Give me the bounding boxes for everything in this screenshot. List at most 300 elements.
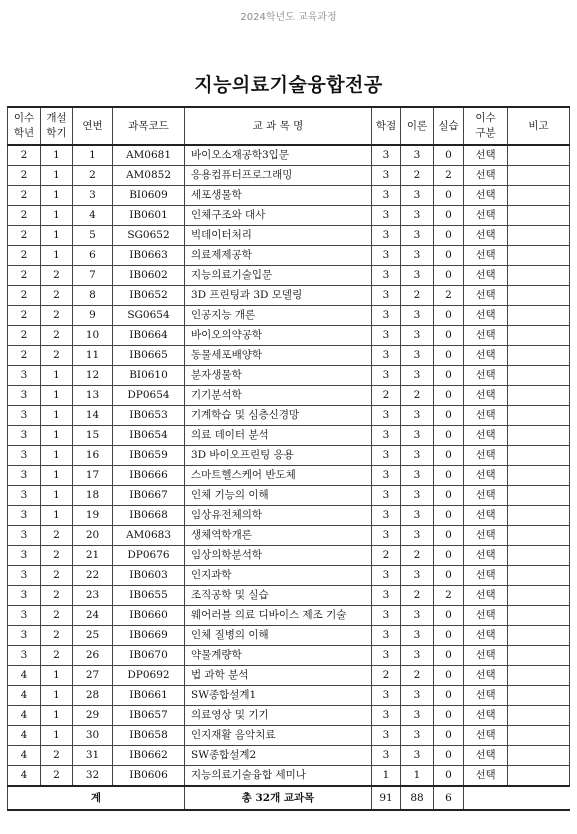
cell-theory: 1	[401, 766, 434, 787]
cell-year: 3	[8, 506, 41, 526]
cell-semester: 2	[41, 526, 73, 546]
cell-code: IB0667	[113, 486, 185, 506]
table-row	[8, 426, 570, 446]
cell-year: 2	[8, 326, 41, 346]
cell-credit: 1	[372, 766, 401, 787]
cell-practice: 0	[434, 145, 464, 166]
cell-semester: 1	[41, 226, 73, 246]
cell-practice: 0	[434, 626, 464, 646]
cell-no: 29	[73, 706, 113, 726]
cell-type: 선택	[464, 646, 508, 666]
cell-no: 14	[73, 406, 113, 426]
table-row	[8, 446, 570, 466]
cell-practice: 0	[434, 266, 464, 286]
cell-no: 12	[73, 366, 113, 386]
cell-credit: 3	[372, 266, 401, 286]
footer-label: 계	[8, 786, 185, 810]
cell-course-name: 임상유전체의학	[185, 506, 372, 526]
cell-no: 31	[73, 746, 113, 766]
cell-code: IB0663	[113, 246, 185, 266]
cell-note	[508, 566, 570, 586]
cell-note	[508, 406, 570, 426]
cell-course-name: 바이오의약공학	[185, 326, 372, 346]
cell-semester: 2	[41, 606, 73, 626]
cell-code: BI0609	[113, 186, 185, 206]
cell-course-name: 조직공학 및 실습	[185, 586, 372, 606]
cell-note	[508, 226, 570, 246]
table-row	[8, 506, 570, 526]
cell-semester: 1	[41, 386, 73, 406]
cell-year: 4	[8, 686, 41, 706]
cell-practice: 0	[434, 206, 464, 226]
table-row	[8, 726, 570, 746]
footer-type-blank	[464, 786, 508, 810]
cell-type: 선택	[464, 586, 508, 606]
cell-code: IB0602	[113, 266, 185, 286]
cell-type: 선택	[464, 226, 508, 246]
cell-no: 4	[73, 206, 113, 226]
cell-note	[508, 166, 570, 186]
table-row	[8, 706, 570, 726]
cell-type: 선택	[464, 426, 508, 446]
cell-practice: 0	[434, 746, 464, 766]
cell-credit: 2	[372, 546, 401, 566]
col-header-no: 연번	[73, 107, 113, 145]
cell-semester: 1	[41, 486, 73, 506]
cell-course-name: SW종합설계1	[185, 686, 372, 706]
cell-no: 32	[73, 766, 113, 787]
cell-practice: 0	[434, 506, 464, 526]
cell-practice: 0	[434, 386, 464, 406]
cell-year: 3	[8, 566, 41, 586]
table-row	[8, 766, 570, 787]
cell-type: 선택	[464, 266, 508, 286]
cell-practice: 0	[434, 306, 464, 326]
cell-practice: 0	[434, 706, 464, 726]
cell-year: 3	[8, 526, 41, 546]
table-row	[8, 286, 570, 306]
cell-theory: 2	[401, 586, 434, 606]
cell-theory: 3	[401, 606, 434, 626]
cell-credit: 3	[372, 306, 401, 326]
cell-code: IB0658	[113, 726, 185, 746]
cell-note	[508, 726, 570, 746]
cell-code: AM0852	[113, 166, 185, 186]
table-row	[8, 346, 570, 366]
cell-credit: 3	[372, 506, 401, 526]
cell-practice: 0	[434, 566, 464, 586]
cell-year: 3	[8, 406, 41, 426]
cell-code: DP0676	[113, 546, 185, 566]
cell-note	[508, 466, 570, 486]
cell-year: 4	[8, 766, 41, 787]
cell-credit: 3	[372, 166, 401, 186]
cell-no: 21	[73, 546, 113, 566]
cell-course-name: 빅데이터처리	[185, 226, 372, 246]
cell-type: 선택	[464, 166, 508, 186]
cell-credit: 3	[372, 206, 401, 226]
table-row	[8, 586, 570, 606]
cell-year: 2	[8, 166, 41, 186]
cell-note	[508, 526, 570, 546]
cell-practice: 0	[434, 226, 464, 246]
cell-note	[508, 766, 570, 787]
cell-type: 선택	[464, 746, 508, 766]
cell-type: 선택	[464, 346, 508, 366]
cell-course-name: 생체역학개론	[185, 526, 372, 546]
table-row	[8, 166, 570, 186]
cell-credit: 3	[372, 406, 401, 426]
cell-type: 선택	[464, 666, 508, 686]
cell-course-name: 지능의료기술입문	[185, 266, 372, 286]
cell-note	[508, 266, 570, 286]
cell-semester: 2	[41, 286, 73, 306]
cell-credit: 3	[372, 186, 401, 206]
cell-type: 선택	[464, 526, 508, 546]
cell-type: 선택	[464, 686, 508, 706]
cell-course-name: 스마트헬스케어 반도체	[185, 466, 372, 486]
cell-no: 23	[73, 586, 113, 606]
cell-theory: 3	[401, 746, 434, 766]
cell-course-name: 세포생물학	[185, 186, 372, 206]
cell-note	[508, 286, 570, 306]
cell-course-name: 약물계량학	[185, 646, 372, 666]
cell-course-name: 인체 기능의 이해	[185, 486, 372, 506]
cell-semester: 1	[41, 506, 73, 526]
cell-practice: 0	[434, 326, 464, 346]
cell-type: 선택	[464, 726, 508, 746]
cell-semester: 1	[41, 706, 73, 726]
cell-theory: 3	[401, 226, 434, 246]
cell-credit: 3	[372, 226, 401, 246]
cell-type: 선택	[464, 386, 508, 406]
cell-theory: 3	[401, 346, 434, 366]
table-row	[8, 226, 570, 246]
cell-credit: 3	[372, 526, 401, 546]
cell-type: 선택	[464, 145, 508, 166]
cell-code: IB0606	[113, 766, 185, 787]
cell-course-name: 응용컴퓨터프로그래밍	[185, 166, 372, 186]
footer-credit-total: 91	[372, 786, 401, 810]
cell-theory: 3	[401, 186, 434, 206]
table-row	[8, 686, 570, 706]
cell-no: 17	[73, 466, 113, 486]
cell-semester: 2	[41, 746, 73, 766]
cell-year: 2	[8, 226, 41, 246]
cell-practice: 2	[434, 166, 464, 186]
table-row	[8, 406, 570, 426]
cell-no: 6	[73, 246, 113, 266]
cell-theory: 3	[401, 145, 434, 166]
cell-year: 3	[8, 366, 41, 386]
cell-code: SG0654	[113, 306, 185, 326]
cell-note	[508, 366, 570, 386]
cell-note	[508, 306, 570, 326]
cell-course-name: 지능의료기술융합 세미나	[185, 766, 372, 787]
cell-credit: 3	[372, 466, 401, 486]
cell-semester: 2	[41, 326, 73, 346]
cell-code: IB0665	[113, 346, 185, 366]
footer-note-blank	[508, 786, 570, 810]
cell-theory: 2	[401, 386, 434, 406]
cell-practice: 0	[434, 486, 464, 506]
cell-note	[508, 446, 570, 466]
cell-no: 3	[73, 186, 113, 206]
cell-theory: 3	[401, 246, 434, 266]
cell-no: 18	[73, 486, 113, 506]
cell-semester: 2	[41, 566, 73, 586]
cell-course-name: 분자생물학	[185, 366, 372, 386]
cell-semester: 1	[41, 466, 73, 486]
cell-semester: 1	[41, 666, 73, 686]
cell-type: 선택	[464, 566, 508, 586]
cell-no: 2	[73, 166, 113, 186]
cell-note	[508, 246, 570, 266]
cell-theory: 3	[401, 446, 434, 466]
cell-practice: 0	[434, 726, 464, 746]
footer-theory-total: 88	[401, 786, 434, 810]
cell-code: IB0654	[113, 426, 185, 446]
cell-practice: 0	[434, 766, 464, 787]
cell-note	[508, 426, 570, 446]
cell-code: IB0668	[113, 506, 185, 526]
cell-type: 선택	[464, 466, 508, 486]
table-footer-row	[8, 786, 570, 810]
table-row	[8, 566, 570, 586]
cell-semester: 1	[41, 366, 73, 386]
cell-type: 선택	[464, 546, 508, 566]
cell-year: 3	[8, 486, 41, 506]
cell-type: 선택	[464, 406, 508, 426]
cell-credit: 3	[372, 626, 401, 646]
cell-code: IB0670	[113, 646, 185, 666]
cell-semester: 1	[41, 726, 73, 746]
cell-note	[508, 486, 570, 506]
cell-year: 4	[8, 726, 41, 746]
col-header-name: 교 과 목 명	[185, 107, 372, 145]
col-header-code: 과목코드	[113, 107, 185, 145]
table-row	[8, 466, 570, 486]
cell-theory: 3	[401, 626, 434, 646]
cell-semester: 2	[41, 546, 73, 566]
cell-semester: 1	[41, 145, 73, 166]
cell-code: AM0683	[113, 526, 185, 546]
cell-year: 4	[8, 706, 41, 726]
cell-year: 2	[8, 306, 41, 326]
cell-code: IB0666	[113, 466, 185, 486]
table-row	[8, 206, 570, 226]
col-header-practice: 실습	[434, 107, 464, 145]
cell-theory: 3	[401, 406, 434, 426]
cell-no: 16	[73, 446, 113, 466]
cell-no: 13	[73, 386, 113, 406]
table-row	[8, 366, 570, 386]
cell-no: 28	[73, 686, 113, 706]
cell-year: 4	[8, 666, 41, 686]
cell-no: 26	[73, 646, 113, 666]
cell-note	[508, 506, 570, 526]
cell-note	[508, 606, 570, 626]
cell-year: 2	[8, 346, 41, 366]
col-header-credit: 학점	[372, 107, 401, 145]
cell-no: 30	[73, 726, 113, 746]
cell-credit: 3	[372, 446, 401, 466]
cell-type: 선택	[464, 306, 508, 326]
cell-year: 3	[8, 466, 41, 486]
cell-code: DP0654	[113, 386, 185, 406]
cell-note	[508, 646, 570, 666]
cell-type: 선택	[464, 366, 508, 386]
cell-practice: 0	[434, 346, 464, 366]
cell-practice: 0	[434, 686, 464, 706]
cell-no: 1	[73, 145, 113, 166]
cell-note	[508, 346, 570, 366]
table-row	[8, 526, 570, 546]
cell-code: IB0661	[113, 686, 185, 706]
cell-course-name: 의료 데이터 분석	[185, 426, 372, 446]
cell-code: IB0664	[113, 326, 185, 346]
cell-theory: 3	[401, 706, 434, 726]
cell-no: 8	[73, 286, 113, 306]
cell-code: IB0660	[113, 606, 185, 626]
cell-practice: 0	[434, 466, 464, 486]
cell-type: 선택	[464, 326, 508, 346]
cell-type: 선택	[464, 486, 508, 506]
table-header-row	[8, 107, 570, 145]
col-header-type: 이수 구분	[464, 107, 508, 145]
cell-type: 선택	[464, 446, 508, 466]
cell-semester: 2	[41, 266, 73, 286]
table-row	[8, 386, 570, 406]
cell-year: 2	[8, 266, 41, 286]
cell-credit: 2	[372, 666, 401, 686]
table-row	[8, 145, 570, 166]
cell-theory: 3	[401, 366, 434, 386]
cell-no: 11	[73, 346, 113, 366]
table-row	[8, 326, 570, 346]
cell-note	[508, 546, 570, 566]
cell-semester: 1	[41, 206, 73, 226]
cell-note	[508, 145, 570, 166]
cell-note	[508, 686, 570, 706]
cell-credit: 3	[372, 145, 401, 166]
cell-course-name: 인체 질병의 이해	[185, 626, 372, 646]
cell-credit: 3	[372, 726, 401, 746]
cell-theory: 3	[401, 686, 434, 706]
cell-practice: 0	[434, 666, 464, 686]
cell-note	[508, 746, 570, 766]
cell-credit: 3	[372, 606, 401, 626]
cell-type: 선택	[464, 286, 508, 306]
cell-no: 5	[73, 226, 113, 246]
cell-practice: 0	[434, 606, 464, 626]
cell-code: SG0652	[113, 226, 185, 246]
cell-note	[508, 626, 570, 646]
cell-practice: 0	[434, 366, 464, 386]
table-row	[8, 546, 570, 566]
cell-theory: 3	[401, 326, 434, 346]
cell-no: 22	[73, 566, 113, 586]
cell-course-name: 3D 바이오프린팅 응용	[185, 446, 372, 466]
cell-semester: 1	[41, 446, 73, 466]
cell-theory: 3	[401, 206, 434, 226]
cell-practice: 0	[434, 646, 464, 666]
cell-credit: 3	[372, 706, 401, 726]
cell-course-name: 인지과학	[185, 566, 372, 586]
table-row	[8, 186, 570, 206]
cell-practice: 2	[434, 586, 464, 606]
cell-practice: 2	[434, 286, 464, 306]
cell-year: 2	[8, 206, 41, 226]
cell-course-name: 기계학습 및 심층신경망	[185, 406, 372, 426]
footer-summary: 총 32개 교과목	[185, 786, 372, 810]
cell-credit: 3	[372, 686, 401, 706]
cell-theory: 3	[401, 646, 434, 666]
cell-semester: 1	[41, 426, 73, 446]
cell-course-name: 동물세포배양학	[185, 346, 372, 366]
cell-credit: 3	[372, 286, 401, 306]
document-header: 2024학년도 교육과정	[240, 12, 337, 23]
cell-semester: 2	[41, 626, 73, 646]
cell-credit: 3	[372, 746, 401, 766]
cell-no: 20	[73, 526, 113, 546]
cell-year: 2	[8, 186, 41, 206]
table-row	[8, 666, 570, 686]
table-row	[8, 626, 570, 646]
cell-year: 3	[8, 586, 41, 606]
curriculum-table	[7, 106, 570, 811]
cell-type: 선택	[464, 186, 508, 206]
cell-note	[508, 706, 570, 726]
footer-practice-total: 6	[434, 786, 464, 810]
cell-credit: 3	[372, 346, 401, 366]
cell-practice: 0	[434, 526, 464, 546]
cell-type: 선택	[464, 766, 508, 787]
table-row	[8, 606, 570, 626]
table-row	[8, 746, 570, 766]
col-header-year: 이수 학년	[8, 107, 41, 145]
cell-year: 3	[8, 606, 41, 626]
cell-code: IB0662	[113, 746, 185, 766]
cell-theory: 2	[401, 666, 434, 686]
cell-practice: 0	[434, 186, 464, 206]
cell-no: 10	[73, 326, 113, 346]
cell-course-name: 바이오소재공학3입문	[185, 145, 372, 166]
cell-theory: 3	[401, 306, 434, 326]
cell-course-name: SW종합설계2	[185, 746, 372, 766]
cell-year: 3	[8, 446, 41, 466]
cell-semester: 1	[41, 246, 73, 266]
cell-year: 3	[8, 386, 41, 406]
cell-semester: 1	[41, 166, 73, 186]
table-row	[8, 246, 570, 266]
cell-year: 3	[8, 626, 41, 646]
cell-code: IB0657	[113, 706, 185, 726]
cell-note	[508, 326, 570, 346]
table-row	[8, 306, 570, 326]
cell-theory: 3	[401, 566, 434, 586]
table-row	[8, 486, 570, 506]
cell-year: 3	[8, 546, 41, 566]
cell-semester: 1	[41, 186, 73, 206]
cell-code: DP0692	[113, 666, 185, 686]
cell-course-name: 법 과학 분석	[185, 666, 372, 686]
cell-theory: 3	[401, 266, 434, 286]
cell-code: BI0610	[113, 366, 185, 386]
cell-course-name: 웨어러블 의료 디바이스 제조 기술	[185, 606, 372, 626]
cell-theory: 2	[401, 166, 434, 186]
cell-course-name: 인공지능 개론	[185, 306, 372, 326]
